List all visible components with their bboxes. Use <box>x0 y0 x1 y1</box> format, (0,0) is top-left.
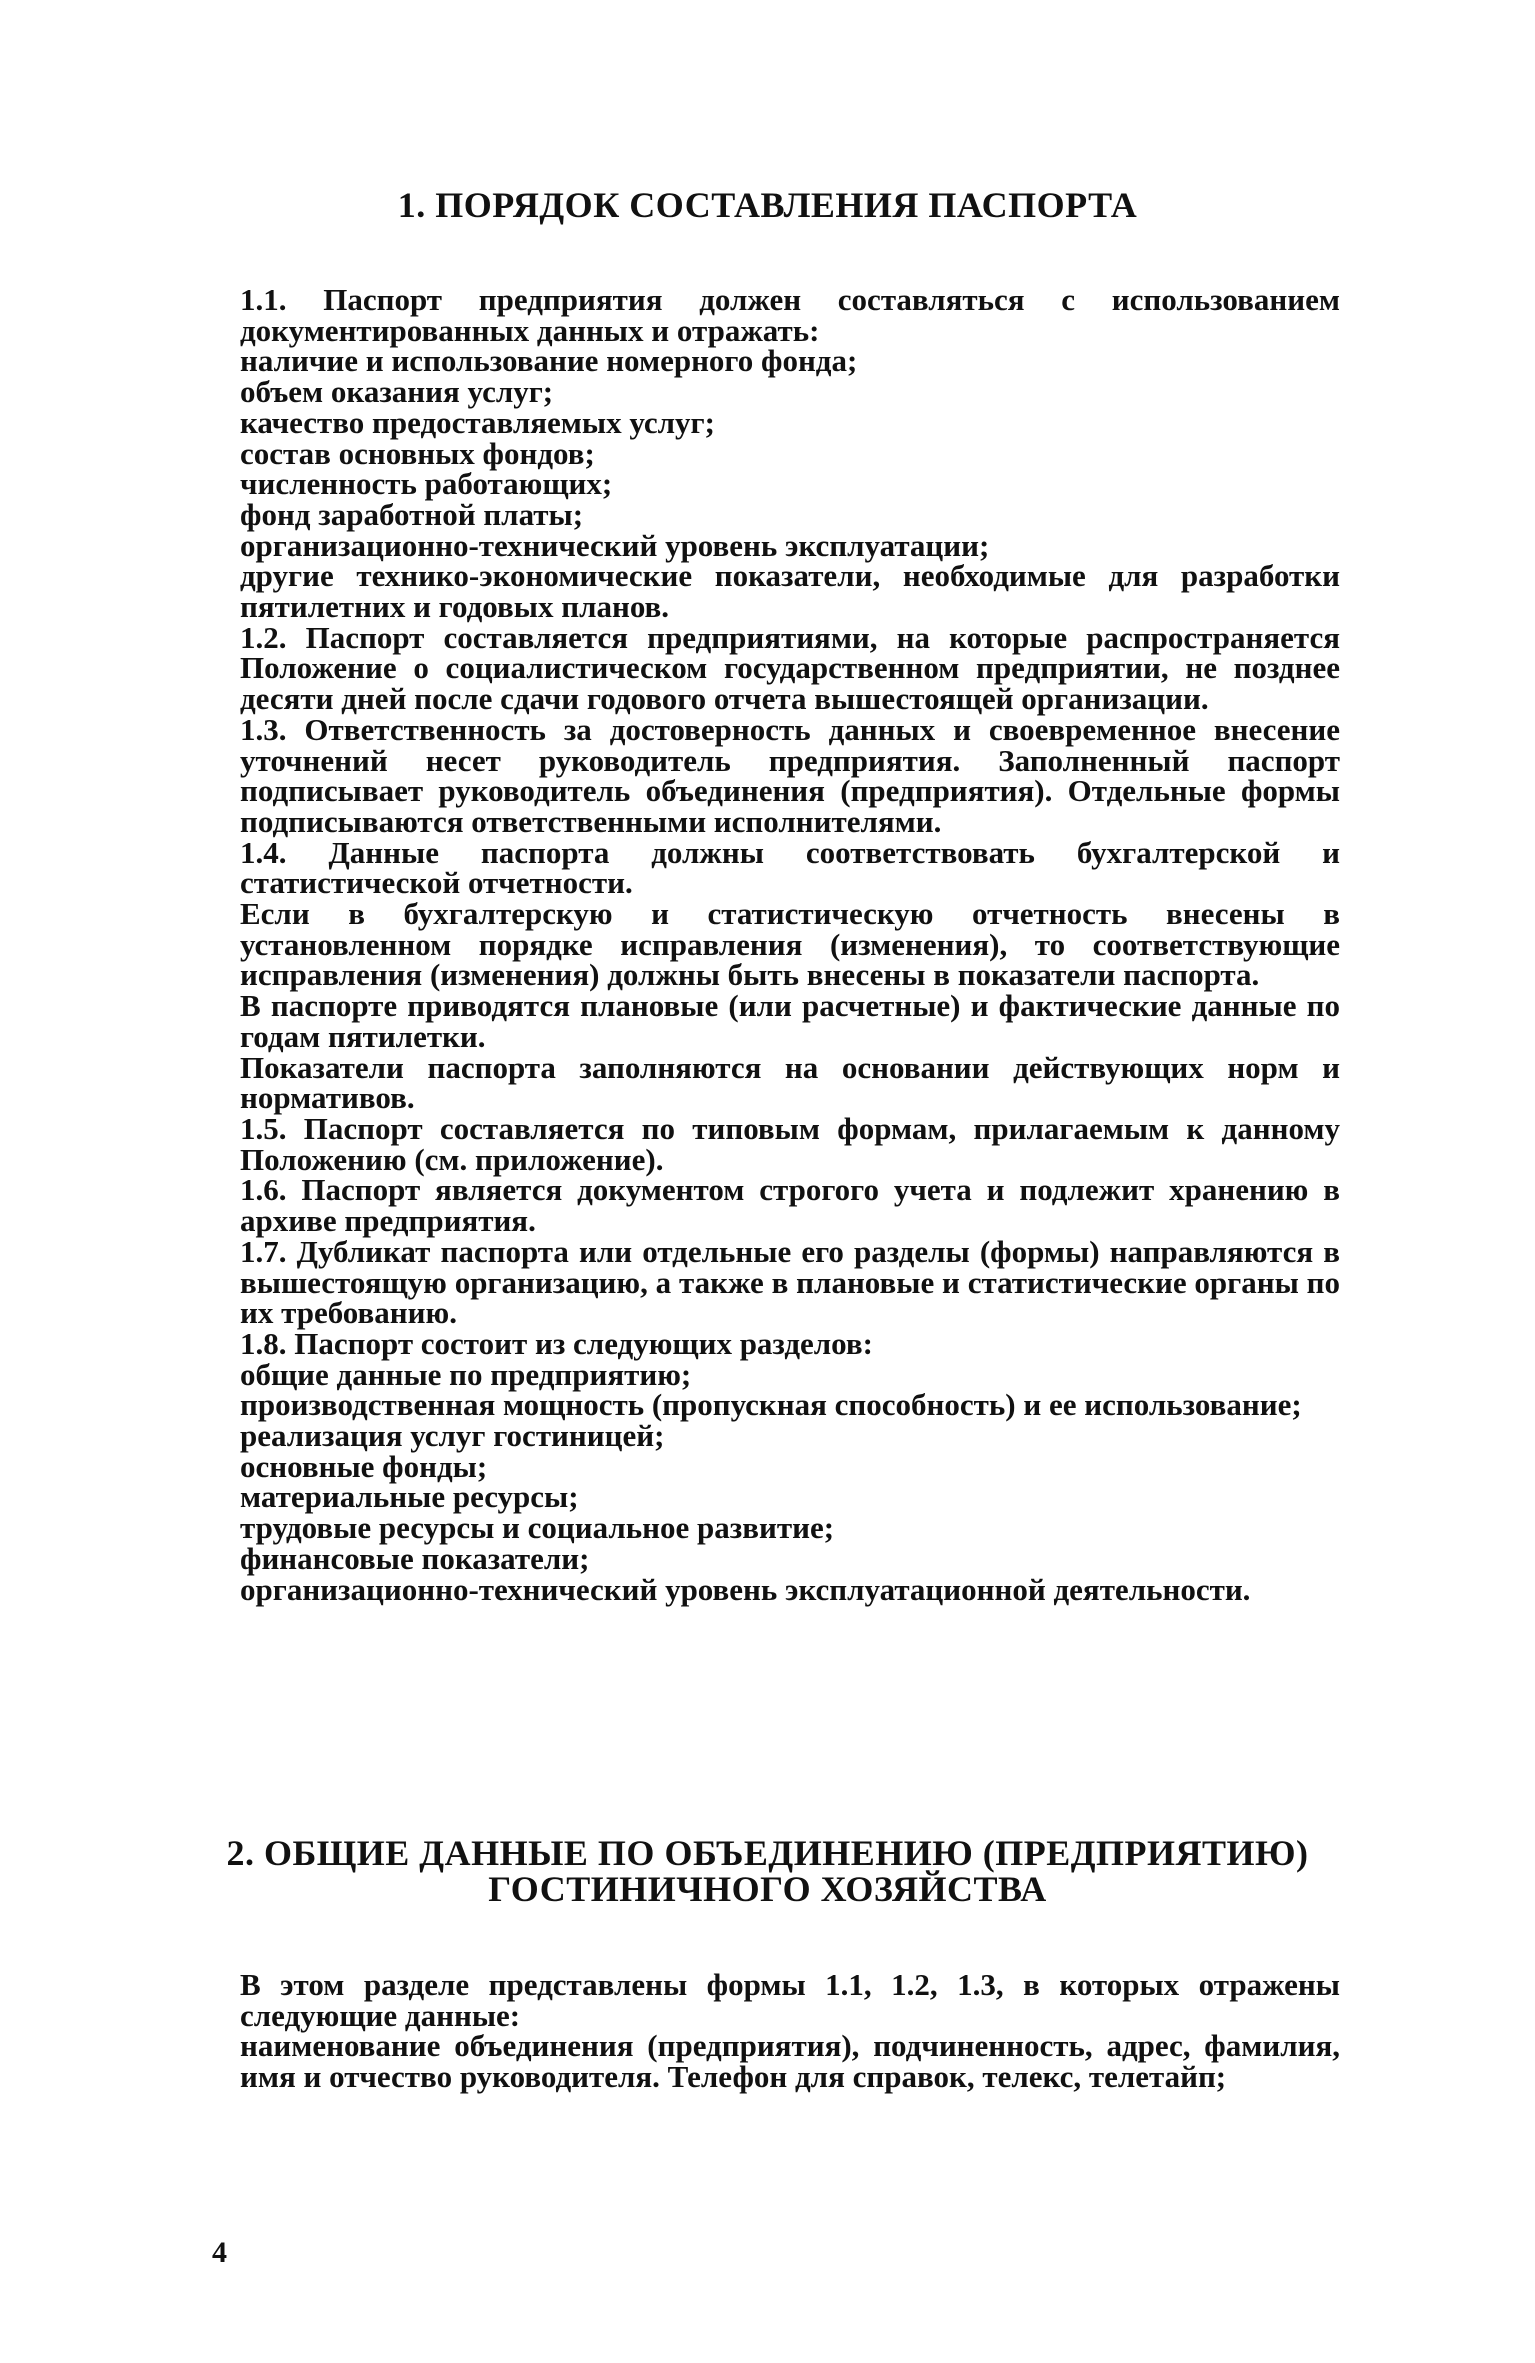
paragraph-norms: Показатели паспорта заполняются на основании действующих норм и нормативов. <box>240 1049 1340 1116</box>
section-2-body <box>240 1967 1340 2095</box>
section-1-heading: 1. ПОРЯДОК СОСТАВЛЕНИЯ ПАСПОРТА <box>397 185 1138 225</box>
list-item: численность работающих; <box>240 466 613 502</box>
list-item: трудовые ресурсы и социальное развитие; <box>240 1510 835 1546</box>
list-item: качество предоставляемых услуг; <box>240 404 715 440</box>
paragraph-corrections: Если в бухгалтерскую и статистическую отчетность внесены в установленном порядке исправления (изменения), то соответствующие исправления (изменения) должны быть внесены в показатели паспорта. <box>240 896 1340 993</box>
paragraph-1-2: 1.2. Паспорт составляется предприятиями, на которые распространяется Положение о социалистическом государственном предприятии, не позднее десяти дней после сдачи годового отчета вышестоящей организации. <box>240 619 1340 717</box>
section-2-heading-line-1: 2. ОБЩИЕ ДАННЫЕ ПО ОБЪЕДИНЕНИЮ (ПРЕДПРИЯТИЮ) <box>226 1833 1309 1873</box>
paragraph-1-4: 1.4. Данные паспорта должны соответствовать бухгалтерской и статистической отчетности. <box>240 834 1340 901</box>
list-item: наличие и использование номерного фонда; <box>240 343 858 379</box>
paragraph-1-8: 1.8. Паспорт состоит из следующих разделов: <box>240 1325 873 1361</box>
list-item: состав основных фондов; <box>240 435 595 471</box>
list-item: объем оказания услуг; <box>240 374 554 410</box>
section-1-body <box>240 282 1340 1607</box>
paragraph-2-data: наименование объединения (предприятия), подчиненность, адрес, фамилия, имя и отчество руководителя. Телефон для справок, телекс, телетайп; <box>240 2028 1340 2095</box>
list-item: фонд заработной платы; <box>240 496 584 532</box>
paragraph-plan-data: В паспорте приводятся плановые (или расчетные) и фактические данные по годам пятилетки. <box>240 988 1340 1054</box>
paragraph-1-7: 1.7. Дубликат паспорта или отдельные его разделы (формы) направляются в вышестоящую организацию, а также в плановые и статистические органы по их требованию. <box>240 1233 1340 1331</box>
section-2-heading-line-2: ГОСТИНИЧНОГО ХОЗЯЙСТВА <box>488 1869 1047 1909</box>
list-item: общие данные по предприятию; <box>240 1356 692 1392</box>
paragraph-1-6: 1.6. Паспорт является документом строгого учета и подлежит хранению в архиве предприятия. <box>240 1172 1340 1239</box>
list-item: основные фонды; <box>240 1448 488 1484</box>
list-item: производственная мощность (пропускная способность) и ее использование; <box>240 1387 1302 1423</box>
paragraph-1-1: 1.1. Паспорт предприятия должен составляться с использованием документированных данных и отражать: <box>240 282 1340 348</box>
list-item: финансовые показатели; <box>240 1540 590 1576</box>
list-item: организационно-технический уровень эксплуатации; <box>240 527 990 563</box>
paragraph-1-1-end: другие технико-экономические показатели, необходимые для разработки пятилетних и годовых планов. <box>240 558 1340 625</box>
list-item: организационно-технический уровень эксплуатационной деятельности. <box>240 1571 1251 1607</box>
page-number: 4 <box>212 2236 227 2269</box>
paragraph-2-intro: В этом разделе представлены формы 1.1, 1.2, 1.3, в которых отражены следующие данные: <box>240 1967 1340 2033</box>
paragraph-1-5: 1.5. Паспорт составляется по типовым формам, прилагаемым к данному Положению (см. приложение). <box>240 1110 1340 1177</box>
list-item: реализация услуг гостиницей; <box>240 1418 665 1454</box>
paragraph-1-3: 1.3. Ответственность за достоверность данных и своевременное внесение уточнений несет руководитель предприятия. Заполненный паспорт подписывает руководитель объединения (предприятия). Отдельные формы подписываются ответственными исполнителями. <box>240 711 1340 839</box>
list-item: материальные ресурсы; <box>240 1479 579 1515</box>
